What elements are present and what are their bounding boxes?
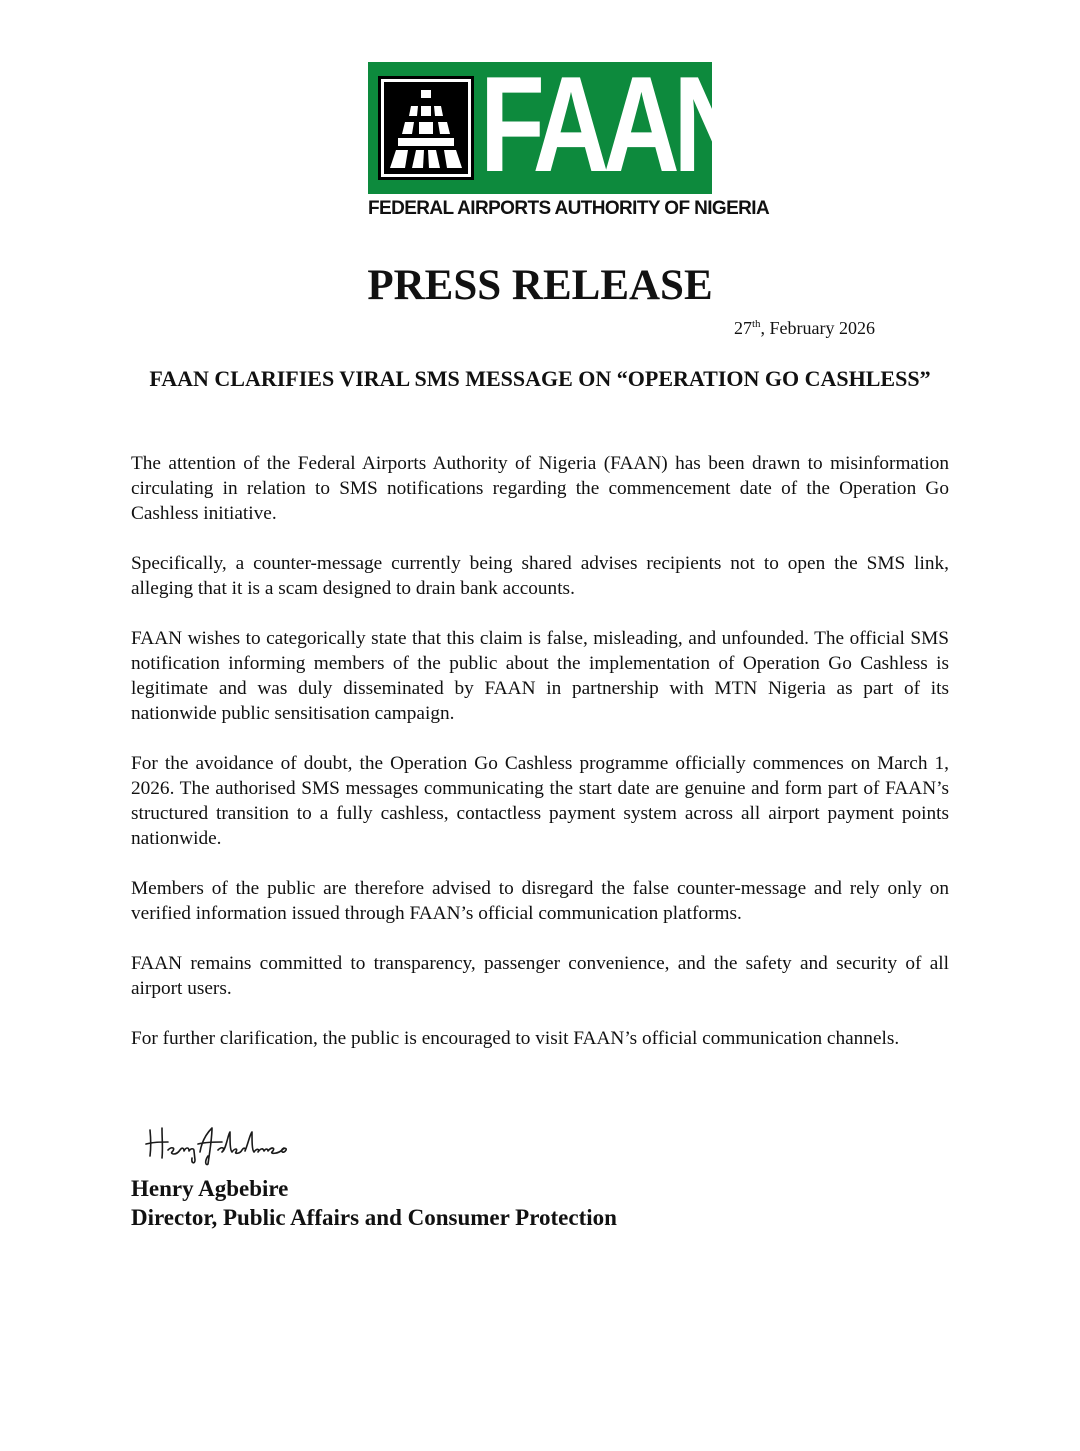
body-paragraph: Specifically, a counter-message currently being shared advises recipients not to open the SMS link, alleging that it is a scam designed to drain bank accounts. [131, 553, 949, 599]
body-paragraph: The attention of the Federal Airports Authority of Nigeria (FAAN) has been drawn to misinformation circulating in relation to SMS notifications regarding the commencement date of the Operation Go Cashless initiative. [131, 453, 949, 524]
body-paragraph: FAAN remains committed to transparency, passenger convenience, and the safety and security of all airport users. [131, 953, 949, 999]
signatory-block [131, 1174, 617, 1232]
date-rest: , February 2026 [760, 318, 875, 338]
date-day: 27 [733, 318, 752, 338]
body-paragraph: For the avoidance of doubt, the Operation Go Cashless programme officially commences on March 1, 2026. The authorised SMS messages communicating the start date are genuine and form part of FAAN’s structured transition to a fully cashless, contactless payment system across all airport payment points nationwide. [131, 753, 949, 849]
headline: FAAN CLARIFIES VIRAL SMS MESSAGE ON “OPERATION GO CASHLESS” [149, 366, 931, 391]
signatory-name: Henry Agbebire [131, 1176, 289, 1201]
handwritten-signature [142, 1120, 302, 1173]
document-date [734, 318, 875, 339]
date-suffix: th [751, 318, 761, 330]
body-paragraph: FAAN wishes to categorically state that this claim is false, misleading, and unfounded. The official SMS notification informing members of the public about the implementation of Operation Go Cashless is legitimate and was duly disseminated by FAAN in partnership with MTN Nigeria as part of its nationwide public sensitisation campaign. [131, 628, 949, 724]
signatory-title: Director, Public Affairs and Consumer Protection [131, 1205, 617, 1230]
faan-logo [368, 48, 744, 200]
body-paragraph: Members of the public are therefore advised to disregard the false counter-message and rely only on verified information issued through FAAN’s official communication platforms. [131, 878, 949, 924]
body-paragraph: For further clarification, the public is encouraged to visit FAAN’s official communication channels. [131, 1028, 900, 1049]
document-title: PRESS RELEASE [367, 262, 713, 309]
logo-caption: FEDERAL AIRPORTS AUTHORITY OF NIGERIA [368, 198, 770, 219]
runway-emblem-icon [378, 76, 474, 180]
document-body [131, 451, 949, 1076]
logo-wordmark: FAAN [480, 48, 744, 200]
